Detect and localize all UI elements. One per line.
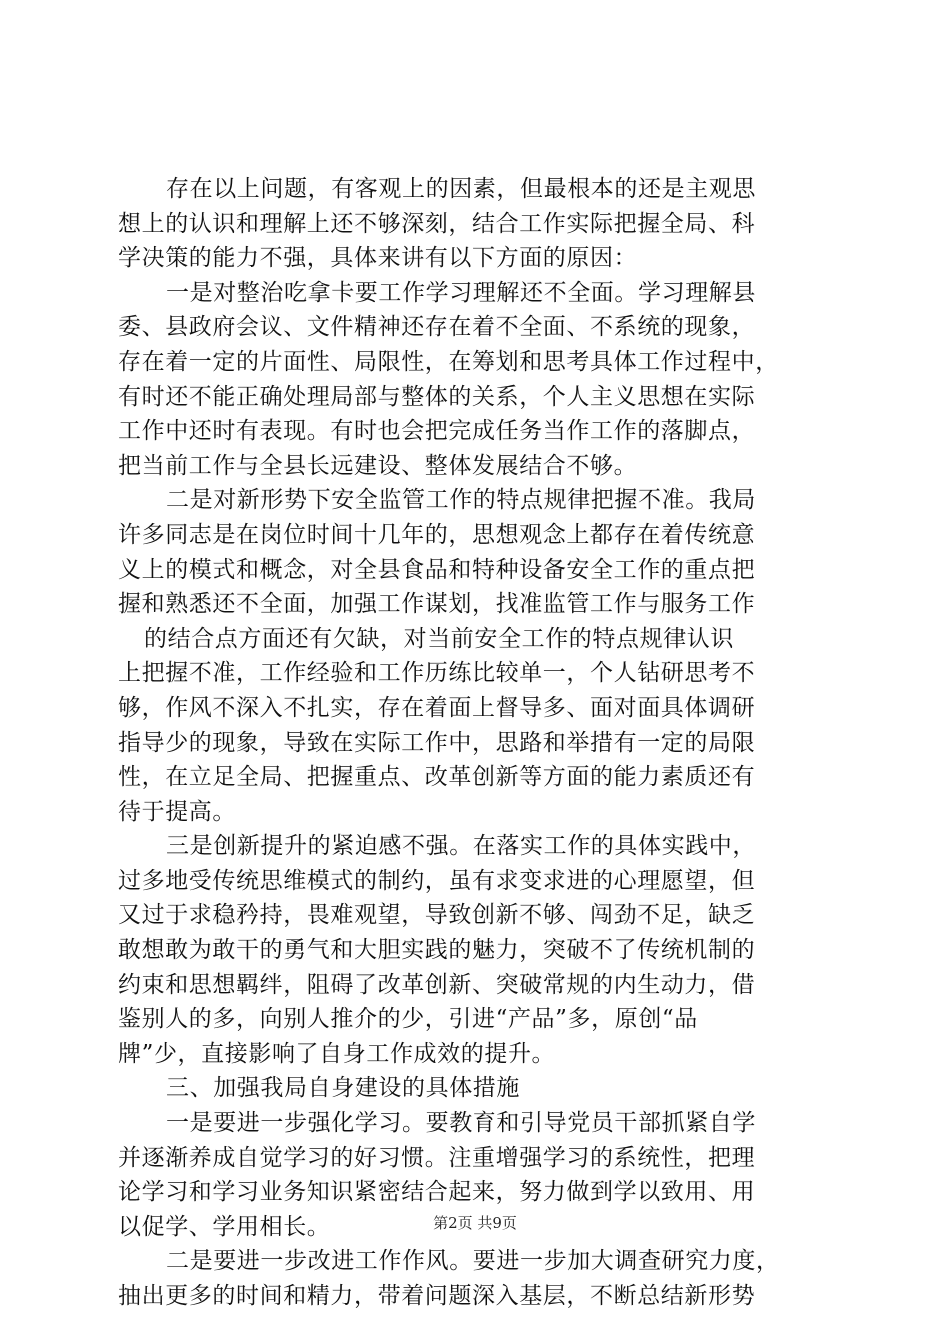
text-line: 握和熟悉还不全面，加强工作谋划，找准监管工作与服务工作 [118, 591, 756, 618]
text-line: 待于提高。 [118, 798, 236, 825]
text-line: 委、县政府会议、文件精神还存在着不全面、不系统的现象， [118, 314, 756, 341]
text-line: 抽出更多的时间和精力，带着问题深入基层，不断总结新形势 [118, 1283, 756, 1309]
text-line: 够，作风不深入不扎实，存在着面上督导多、面对面具体调研 [118, 694, 756, 721]
text-line: 并逐渐养成自觉学习的好习惯。注重增强学习的系统性，把理 [118, 1144, 756, 1171]
text-line: 指导少的现象，导致在实际工作中，思路和举措有一定的局限 [118, 729, 756, 756]
text-line: 性，在立足全局、把握重点、改革创新等方面的能力素质还有 [118, 764, 756, 791]
text-line: 的结合点方面还有欠缺，对当前安全工作的特点规律认识 [144, 625, 734, 652]
text-line: 一是对整治吃拿卡要工作学习理解还不全面。学习理解县 [166, 279, 756, 306]
text-line: 过多地受传统思维模式的制约，虽有求变求进的心理愿望，但 [118, 867, 756, 894]
text-line: 二是对新形势下安全监管工作的特点规律把握不准。我局 [166, 487, 756, 514]
text-line: 三、加强我局自身建设的具体措施 [166, 1075, 520, 1102]
text-line: 三是创新提升的紧迫感不强。在落实工作的具体实践中， [166, 833, 756, 860]
text-line: 一是要进一步强化学习。要教育和引导党员干部抓紧自学 [166, 1110, 756, 1137]
text-line: 许多同志是在岗位时间十几年的，思想观念上都存在着传统意 [118, 521, 756, 548]
text-line: 二是要进一步改进工作作风。要进一步加大调查研究力度， [166, 1248, 780, 1275]
text-line: 想上的认识和理解上还不够深刻，结合工作实际把握全局、科 [118, 210, 756, 237]
text-line: 敢想敢为敢干的勇气和大胆实践的魅力，突破不了传统机制的 [118, 937, 756, 964]
text-line: 存在以上问题，有客观上的因素，但最根本的还是主观思 [166, 176, 756, 202]
body-text [118, 172, 838, 1314]
text-line: 工作中还时有表现。有时也会把完成任务当作工作的落脚点， [118, 418, 756, 445]
text-line: 牌”少，直接影响了自身工作成效的提升。 [118, 1040, 556, 1067]
text-line: 上把握不准，工作经验和工作历练比较单一，个人钻研思考不 [118, 660, 756, 687]
text-line: 以促学、学用相长。 [118, 1213, 331, 1240]
text-line: 把当前工作与全县长远建设、整体发展结合不够。 [118, 452, 638, 479]
text-line: 论学习和学习业务知识紧密结合起来，努力做到学以致用、用 [118, 1179, 756, 1206]
text-line: 约束和思想羁绊，阻碍了改革创新、突破常规的内生动力，借 [118, 971, 756, 998]
text-line: 义上的模式和概念，对全县食品和特种设备安全工作的重点把 [118, 556, 756, 583]
text-line: 有时还不能正确处理局部与整体的关系，个人主义思想在实际 [118, 383, 756, 410]
text-line: 学决策的能力不强，具体来讲有以下方面的原因： [118, 245, 638, 272]
text-line: 鉴别人的多，向别人推介的少，引进“产品”多，原创“品 [118, 1006, 698, 1033]
page-number: 第2页 共9页 [433, 1214, 517, 1232]
text-line: 又过于求稳矜持，畏难观望，导致创新不够、闯劲不足，缺乏 [118, 902, 756, 929]
text-line: 存在着一定的片面性、局限性，在筹划和思考具体工作过程中， [118, 348, 779, 375]
